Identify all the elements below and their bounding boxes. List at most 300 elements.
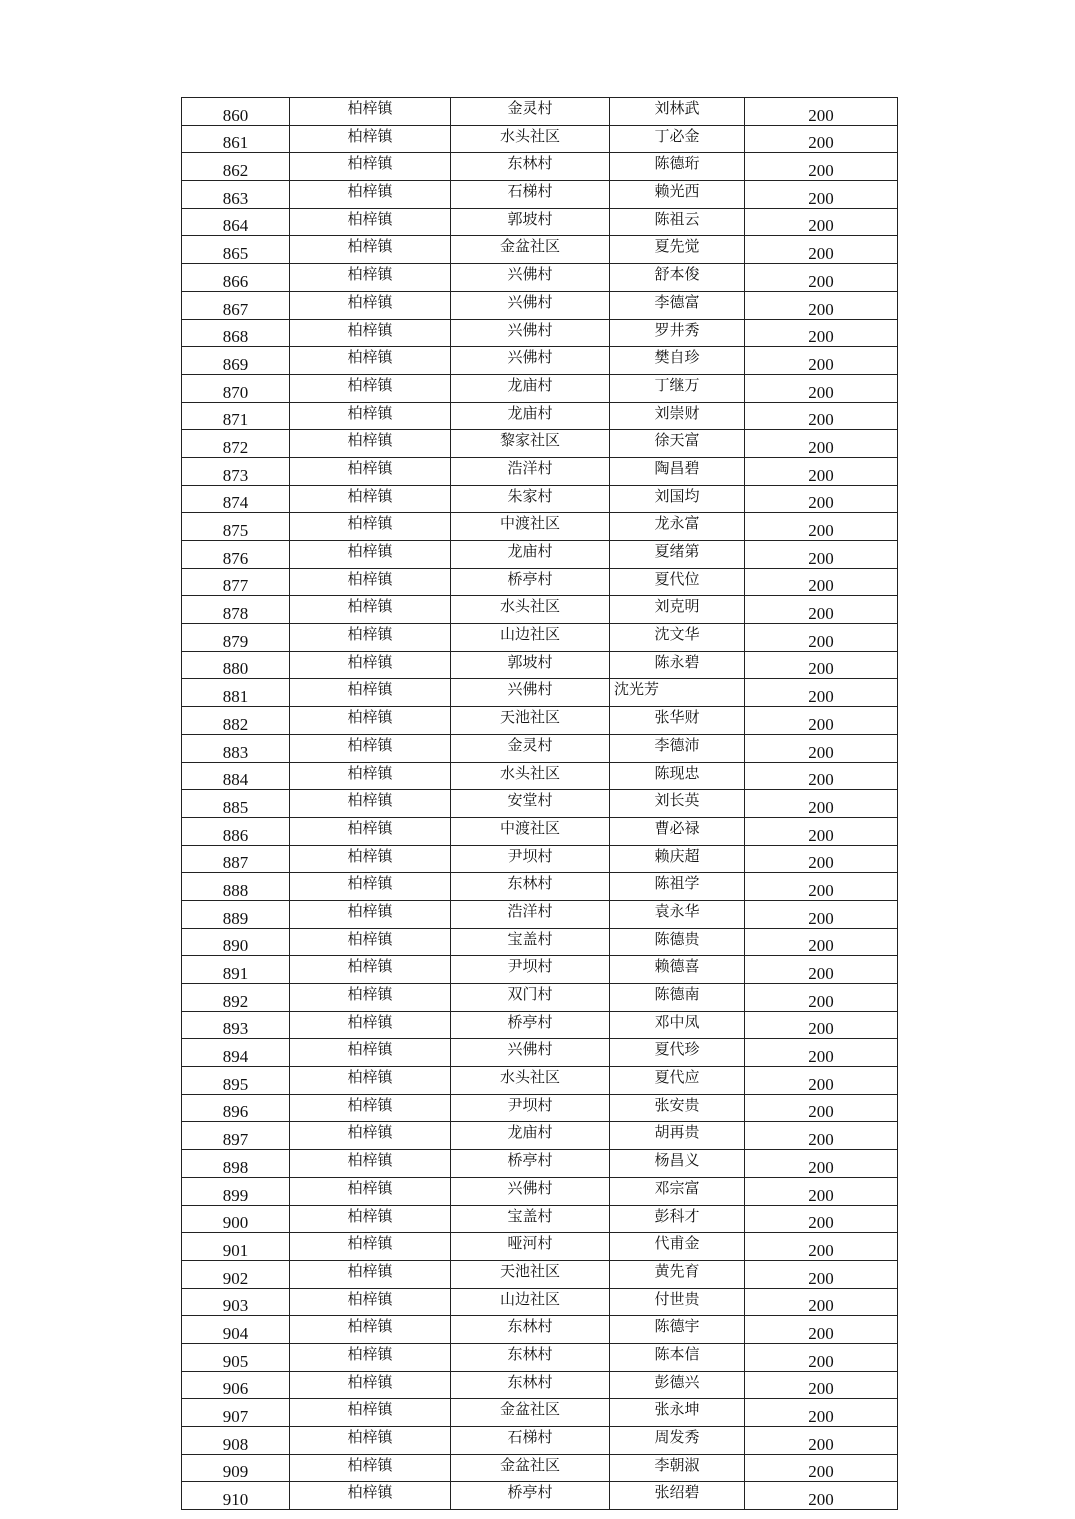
- cell-amount: 200: [745, 541, 898, 569]
- cell-name: 刘崇财: [610, 402, 745, 430]
- cell-town: 柏梓镇: [290, 1233, 451, 1261]
- cell-village: 宝盖村: [451, 1205, 610, 1233]
- cell-name: 陈现忠: [610, 762, 745, 790]
- cell-amount: 200: [745, 208, 898, 236]
- cell-village: 金盆社区: [451, 236, 610, 264]
- cell-amount: 200: [745, 291, 898, 319]
- cell-village: 浩洋村: [451, 457, 610, 485]
- cell-name: 刘长英: [610, 790, 745, 818]
- table-row: [182, 1011, 898, 1039]
- cell-town: 柏梓镇: [290, 1177, 451, 1205]
- table-row: [182, 98, 898, 126]
- cell-number: 887: [182, 845, 290, 873]
- cell-village: 桥亭村: [451, 1150, 610, 1178]
- cell-number: 864: [182, 208, 290, 236]
- cell-name: 赖庆超: [610, 845, 745, 873]
- table-row: [182, 208, 898, 236]
- cell-name: 丁必金: [610, 125, 745, 153]
- cell-town: 柏梓镇: [290, 319, 451, 347]
- cell-village: 双门村: [451, 984, 610, 1012]
- cell-number: 884: [182, 762, 290, 790]
- cell-village: 龙庙村: [451, 402, 610, 430]
- cell-town: 柏梓镇: [290, 208, 451, 236]
- cell-number: 872: [182, 430, 290, 458]
- table-row: [182, 1427, 898, 1455]
- cell-name: 陈祖学: [610, 873, 745, 901]
- table-row: [182, 1260, 898, 1288]
- cell-town: 柏梓镇: [290, 651, 451, 679]
- cell-town: 柏梓镇: [290, 1343, 451, 1371]
- cell-name: 张安贵: [610, 1094, 745, 1122]
- cell-village: 郭坡村: [451, 651, 610, 679]
- cell-village: 哑河村: [451, 1233, 610, 1261]
- cell-village: 山边社区: [451, 624, 610, 652]
- cell-village: 东林村: [451, 1371, 610, 1399]
- table-row: [182, 1039, 898, 1067]
- cell-amount: 200: [745, 402, 898, 430]
- cell-name: 刘林武: [610, 98, 745, 126]
- cell-amount: 200: [745, 1011, 898, 1039]
- cell-number: 882: [182, 707, 290, 735]
- cell-town: 柏梓镇: [290, 1427, 451, 1455]
- cell-number: 862: [182, 153, 290, 181]
- cell-amount: 200: [745, 125, 898, 153]
- cell-village: 郭坡村: [451, 208, 610, 236]
- cell-name: 夏代应: [610, 1067, 745, 1095]
- cell-number: 903: [182, 1288, 290, 1316]
- table-row: [182, 1316, 898, 1344]
- cell-village: 石梯村: [451, 181, 610, 209]
- cell-name: 李德沛: [610, 734, 745, 762]
- cell-village: 兴佛村: [451, 679, 610, 707]
- cell-number: 870: [182, 374, 290, 402]
- table-row: [182, 762, 898, 790]
- cell-name: 刘国均: [610, 485, 745, 513]
- cell-town: 柏梓镇: [290, 1122, 451, 1150]
- cell-amount: 200: [745, 374, 898, 402]
- cell-amount: 200: [745, 181, 898, 209]
- cell-town: 柏梓镇: [290, 817, 451, 845]
- cell-amount: 200: [745, 1427, 898, 1455]
- cell-amount: 200: [745, 1316, 898, 1344]
- cell-town: 柏梓镇: [290, 541, 451, 569]
- table-row: [182, 485, 898, 513]
- cell-village: 尹坝村: [451, 845, 610, 873]
- cell-village: 龙庙村: [451, 1122, 610, 1150]
- cell-number: 885: [182, 790, 290, 818]
- cell-village: 兴佛村: [451, 291, 610, 319]
- cell-amount: 200: [745, 1233, 898, 1261]
- table-row: [182, 817, 898, 845]
- cell-town: 柏梓镇: [290, 845, 451, 873]
- cell-number: 892: [182, 984, 290, 1012]
- cell-town: 柏梓镇: [290, 347, 451, 375]
- cell-amount: 200: [745, 1399, 898, 1427]
- cell-number: 895: [182, 1067, 290, 1095]
- cell-name: 赖德喜: [610, 956, 745, 984]
- cell-village: 东林村: [451, 1316, 610, 1344]
- cell-town: 柏梓镇: [290, 125, 451, 153]
- cell-village: 石梯村: [451, 1427, 610, 1455]
- cell-village: 东林村: [451, 153, 610, 181]
- cell-amount: 200: [745, 790, 898, 818]
- table-row: [182, 679, 898, 707]
- table-row: [182, 125, 898, 153]
- cell-amount: 200: [745, 568, 898, 596]
- cell-number: 865: [182, 236, 290, 264]
- cell-amount: 200: [745, 928, 898, 956]
- table-row: [182, 956, 898, 984]
- cell-amount: 200: [745, 1067, 898, 1095]
- table-row: [182, 790, 898, 818]
- table-row: [182, 928, 898, 956]
- cell-name: 陈永碧: [610, 651, 745, 679]
- table-row: [182, 181, 898, 209]
- cell-village: 宝盖村: [451, 928, 610, 956]
- cell-number: 880: [182, 651, 290, 679]
- table-row: [182, 1233, 898, 1261]
- table-row: [182, 1067, 898, 1095]
- cell-name: 夏先觉: [610, 236, 745, 264]
- cell-town: 柏梓镇: [290, 1482, 451, 1510]
- cell-name: 陈本信: [610, 1343, 745, 1371]
- cell-number: 877: [182, 568, 290, 596]
- cell-name: 彭科才: [610, 1205, 745, 1233]
- cell-name: 徐天富: [610, 430, 745, 458]
- cell-name: 舒本俊: [610, 264, 745, 292]
- cell-town: 柏梓镇: [290, 984, 451, 1012]
- table-row: [182, 264, 898, 292]
- cell-town: 柏梓镇: [290, 264, 451, 292]
- cell-number: 893: [182, 1011, 290, 1039]
- cell-village: 水头社区: [451, 125, 610, 153]
- table-row: [182, 374, 898, 402]
- cell-town: 柏梓镇: [290, 568, 451, 596]
- cell-village: 兴佛村: [451, 1177, 610, 1205]
- cell-village: 水头社区: [451, 1067, 610, 1095]
- table-row: [182, 873, 898, 901]
- cell-town: 柏梓镇: [290, 1316, 451, 1344]
- cell-village: 桥亭村: [451, 568, 610, 596]
- cell-name: 沈文华: [610, 624, 745, 652]
- cell-village: 龙庙村: [451, 374, 610, 402]
- cell-village: 安堂村: [451, 790, 610, 818]
- cell-town: 柏梓镇: [290, 790, 451, 818]
- cell-number: 866: [182, 264, 290, 292]
- cell-name: 夏绪第: [610, 541, 745, 569]
- cell-town: 柏梓镇: [290, 98, 451, 126]
- cell-name: 夏代珍: [610, 1039, 745, 1067]
- cell-village: 水头社区: [451, 762, 610, 790]
- cell-amount: 200: [745, 1094, 898, 1122]
- cell-town: 柏梓镇: [290, 1288, 451, 1316]
- cell-name: 刘克明: [610, 596, 745, 624]
- cell-number: 909: [182, 1454, 290, 1482]
- subsidy-table: [181, 97, 898, 1510]
- table-row: [182, 153, 898, 181]
- cell-town: 柏梓镇: [290, 707, 451, 735]
- cell-number: 874: [182, 485, 290, 513]
- cell-amount: 200: [745, 98, 898, 126]
- cell-number: 873: [182, 457, 290, 485]
- cell-amount: 200: [745, 236, 898, 264]
- cell-town: 柏梓镇: [290, 402, 451, 430]
- table-row: [182, 319, 898, 347]
- cell-name: 彭德兴: [610, 1371, 745, 1399]
- cell-town: 柏梓镇: [290, 513, 451, 541]
- cell-number: 875: [182, 513, 290, 541]
- cell-amount: 200: [745, 845, 898, 873]
- cell-amount: 200: [745, 1288, 898, 1316]
- cell-town: 柏梓镇: [290, 1205, 451, 1233]
- table-row: [182, 1343, 898, 1371]
- table-row: [182, 900, 898, 928]
- cell-amount: 200: [745, 624, 898, 652]
- cell-town: 柏梓镇: [290, 762, 451, 790]
- cell-amount: 200: [745, 596, 898, 624]
- cell-name: 袁永华: [610, 900, 745, 928]
- cell-village: 金盆社区: [451, 1454, 610, 1482]
- cell-name: 赖光西: [610, 181, 745, 209]
- cell-town: 柏梓镇: [290, 734, 451, 762]
- table-row: [182, 845, 898, 873]
- cell-number: 867: [182, 291, 290, 319]
- cell-name: 夏代位: [610, 568, 745, 596]
- cell-amount: 200: [745, 1343, 898, 1371]
- cell-amount: 200: [745, 817, 898, 845]
- cell-amount: 200: [745, 1150, 898, 1178]
- cell-number: 888: [182, 873, 290, 901]
- cell-amount: 200: [745, 762, 898, 790]
- cell-village: 龙庙村: [451, 541, 610, 569]
- cell-village: 朱家村: [451, 485, 610, 513]
- cell-village: 尹坝村: [451, 956, 610, 984]
- cell-town: 柏梓镇: [290, 1399, 451, 1427]
- cell-name: 付世贵: [610, 1288, 745, 1316]
- table-row: [182, 1177, 898, 1205]
- cell-number: 871: [182, 402, 290, 430]
- cell-village: 天池社区: [451, 707, 610, 735]
- cell-amount: 200: [745, 1177, 898, 1205]
- table-row: [182, 236, 898, 264]
- cell-amount: 200: [745, 319, 898, 347]
- cell-village: 水头社区: [451, 596, 610, 624]
- cell-village: 中渡社区: [451, 513, 610, 541]
- table-row: [182, 734, 898, 762]
- cell-amount: 200: [745, 1482, 898, 1510]
- cell-town: 柏梓镇: [290, 1150, 451, 1178]
- table-row: [182, 1454, 898, 1482]
- cell-village: 东林村: [451, 873, 610, 901]
- table-row: [182, 707, 898, 735]
- cell-village: 兴佛村: [451, 1039, 610, 1067]
- cell-number: 889: [182, 900, 290, 928]
- cell-name: 陶昌碧: [610, 457, 745, 485]
- cell-town: 柏梓镇: [290, 928, 451, 956]
- cell-name: 张绍碧: [610, 1482, 745, 1510]
- cell-village: 兴佛村: [451, 347, 610, 375]
- cell-village: 黎家社区: [451, 430, 610, 458]
- cell-town: 柏梓镇: [290, 1260, 451, 1288]
- cell-amount: 200: [745, 873, 898, 901]
- cell-town: 柏梓镇: [290, 153, 451, 181]
- cell-village: 桥亭村: [451, 1011, 610, 1039]
- cell-town: 柏梓镇: [290, 374, 451, 402]
- cell-number: 861: [182, 125, 290, 153]
- cell-town: 柏梓镇: [290, 181, 451, 209]
- cell-name: 陈德南: [610, 984, 745, 1012]
- cell-name: 陈德贵: [610, 928, 745, 956]
- cell-town: 柏梓镇: [290, 430, 451, 458]
- cell-number: 900: [182, 1205, 290, 1233]
- cell-amount: 200: [745, 485, 898, 513]
- cell-village: 兴佛村: [451, 264, 610, 292]
- cell-town: 柏梓镇: [290, 1039, 451, 1067]
- cell-name: 邓宗富: [610, 1177, 745, 1205]
- cell-town: 柏梓镇: [290, 956, 451, 984]
- cell-amount: 200: [745, 430, 898, 458]
- table-row: [182, 402, 898, 430]
- table-body: [182, 98, 898, 1510]
- cell-name: 李德富: [610, 291, 745, 319]
- cell-name: 陈德宇: [610, 1316, 745, 1344]
- cell-town: 柏梓镇: [290, 291, 451, 319]
- cell-amount: 200: [745, 1122, 898, 1150]
- cell-name: 沈光芳: [610, 679, 745, 707]
- cell-village: 兴佛村: [451, 319, 610, 347]
- table-row: [182, 984, 898, 1012]
- cell-name: 张永坤: [610, 1399, 745, 1427]
- cell-number: 902: [182, 1260, 290, 1288]
- cell-village: 桥亭村: [451, 1482, 610, 1510]
- cell-village: 金灵村: [451, 98, 610, 126]
- cell-number: 890: [182, 928, 290, 956]
- cell-amount: 200: [745, 956, 898, 984]
- cell-number: 881: [182, 679, 290, 707]
- cell-name: 龙永富: [610, 513, 745, 541]
- cell-number: 868: [182, 319, 290, 347]
- cell-number: 901: [182, 1233, 290, 1261]
- cell-name: 丁继万: [610, 374, 745, 402]
- cell-name: 黄先育: [610, 1260, 745, 1288]
- cell-name: 杨昌义: [610, 1150, 745, 1178]
- cell-number: 883: [182, 734, 290, 762]
- cell-town: 柏梓镇: [290, 1371, 451, 1399]
- cell-amount: 200: [745, 900, 898, 928]
- table-row: [182, 568, 898, 596]
- table-row: [182, 624, 898, 652]
- cell-town: 柏梓镇: [290, 1067, 451, 1095]
- cell-name: 曹必禄: [610, 817, 745, 845]
- cell-village: 山边社区: [451, 1288, 610, 1316]
- table-row: [182, 1122, 898, 1150]
- table-row: [182, 457, 898, 485]
- cell-village: 东林村: [451, 1343, 610, 1371]
- cell-number: 896: [182, 1094, 290, 1122]
- cell-village: 浩洋村: [451, 900, 610, 928]
- cell-name: 罗井秀: [610, 319, 745, 347]
- cell-village: 金盆社区: [451, 1399, 610, 1427]
- table-row: [182, 596, 898, 624]
- cell-amount: 200: [745, 513, 898, 541]
- subsidy-table-container: [181, 97, 898, 1510]
- cell-name: 邓中凤: [610, 1011, 745, 1039]
- cell-town: 柏梓镇: [290, 596, 451, 624]
- cell-amount: 200: [745, 707, 898, 735]
- cell-amount: 200: [745, 1454, 898, 1482]
- cell-number: 905: [182, 1343, 290, 1371]
- cell-name: 周发秀: [610, 1427, 745, 1455]
- cell-amount: 200: [745, 679, 898, 707]
- cell-number: 898: [182, 1150, 290, 1178]
- cell-name: 代甫金: [610, 1233, 745, 1261]
- cell-number: 863: [182, 181, 290, 209]
- cell-town: 柏梓镇: [290, 236, 451, 264]
- cell-town: 柏梓镇: [290, 457, 451, 485]
- cell-amount: 200: [745, 1260, 898, 1288]
- cell-name: 樊自珍: [610, 347, 745, 375]
- cell-town: 柏梓镇: [290, 900, 451, 928]
- cell-number: 899: [182, 1177, 290, 1205]
- cell-amount: 200: [745, 153, 898, 181]
- table-row: [182, 1371, 898, 1399]
- cell-town: 柏梓镇: [290, 679, 451, 707]
- cell-number: 878: [182, 596, 290, 624]
- cell-amount: 200: [745, 1371, 898, 1399]
- cell-town: 柏梓镇: [290, 1454, 451, 1482]
- cell-village: 中渡社区: [451, 817, 610, 845]
- cell-name: 张华财: [610, 707, 745, 735]
- cell-amount: 200: [745, 984, 898, 1012]
- cell-town: 柏梓镇: [290, 873, 451, 901]
- cell-number: 897: [182, 1122, 290, 1150]
- cell-number: 907: [182, 1399, 290, 1427]
- cell-amount: 200: [745, 457, 898, 485]
- cell-name: 李朝淑: [610, 1454, 745, 1482]
- cell-number: 869: [182, 347, 290, 375]
- cell-town: 柏梓镇: [290, 485, 451, 513]
- cell-number: 910: [182, 1482, 290, 1510]
- cell-town: 柏梓镇: [290, 1011, 451, 1039]
- cell-name: 陈祖云: [610, 208, 745, 236]
- table-row: [182, 651, 898, 679]
- table-row: [182, 430, 898, 458]
- cell-number: 876: [182, 541, 290, 569]
- cell-village: 金灵村: [451, 734, 610, 762]
- cell-amount: 200: [745, 347, 898, 375]
- cell-amount: 200: [745, 264, 898, 292]
- table-row: [182, 1094, 898, 1122]
- table-row: [182, 1482, 898, 1510]
- cell-town: 柏梓镇: [290, 624, 451, 652]
- table-row: [182, 513, 898, 541]
- cell-name: 陈德珩: [610, 153, 745, 181]
- cell-number: 894: [182, 1039, 290, 1067]
- cell-number: 879: [182, 624, 290, 652]
- table-row: [182, 1288, 898, 1316]
- cell-number: 886: [182, 817, 290, 845]
- cell-number: 908: [182, 1427, 290, 1455]
- table-row: [182, 291, 898, 319]
- table-row: [182, 347, 898, 375]
- table-row: [182, 1399, 898, 1427]
- cell-village: 天池社区: [451, 1260, 610, 1288]
- table-row: [182, 1205, 898, 1233]
- cell-number: 891: [182, 956, 290, 984]
- cell-amount: 200: [745, 1205, 898, 1233]
- cell-village: 尹坝村: [451, 1094, 610, 1122]
- table-row: [182, 1150, 898, 1178]
